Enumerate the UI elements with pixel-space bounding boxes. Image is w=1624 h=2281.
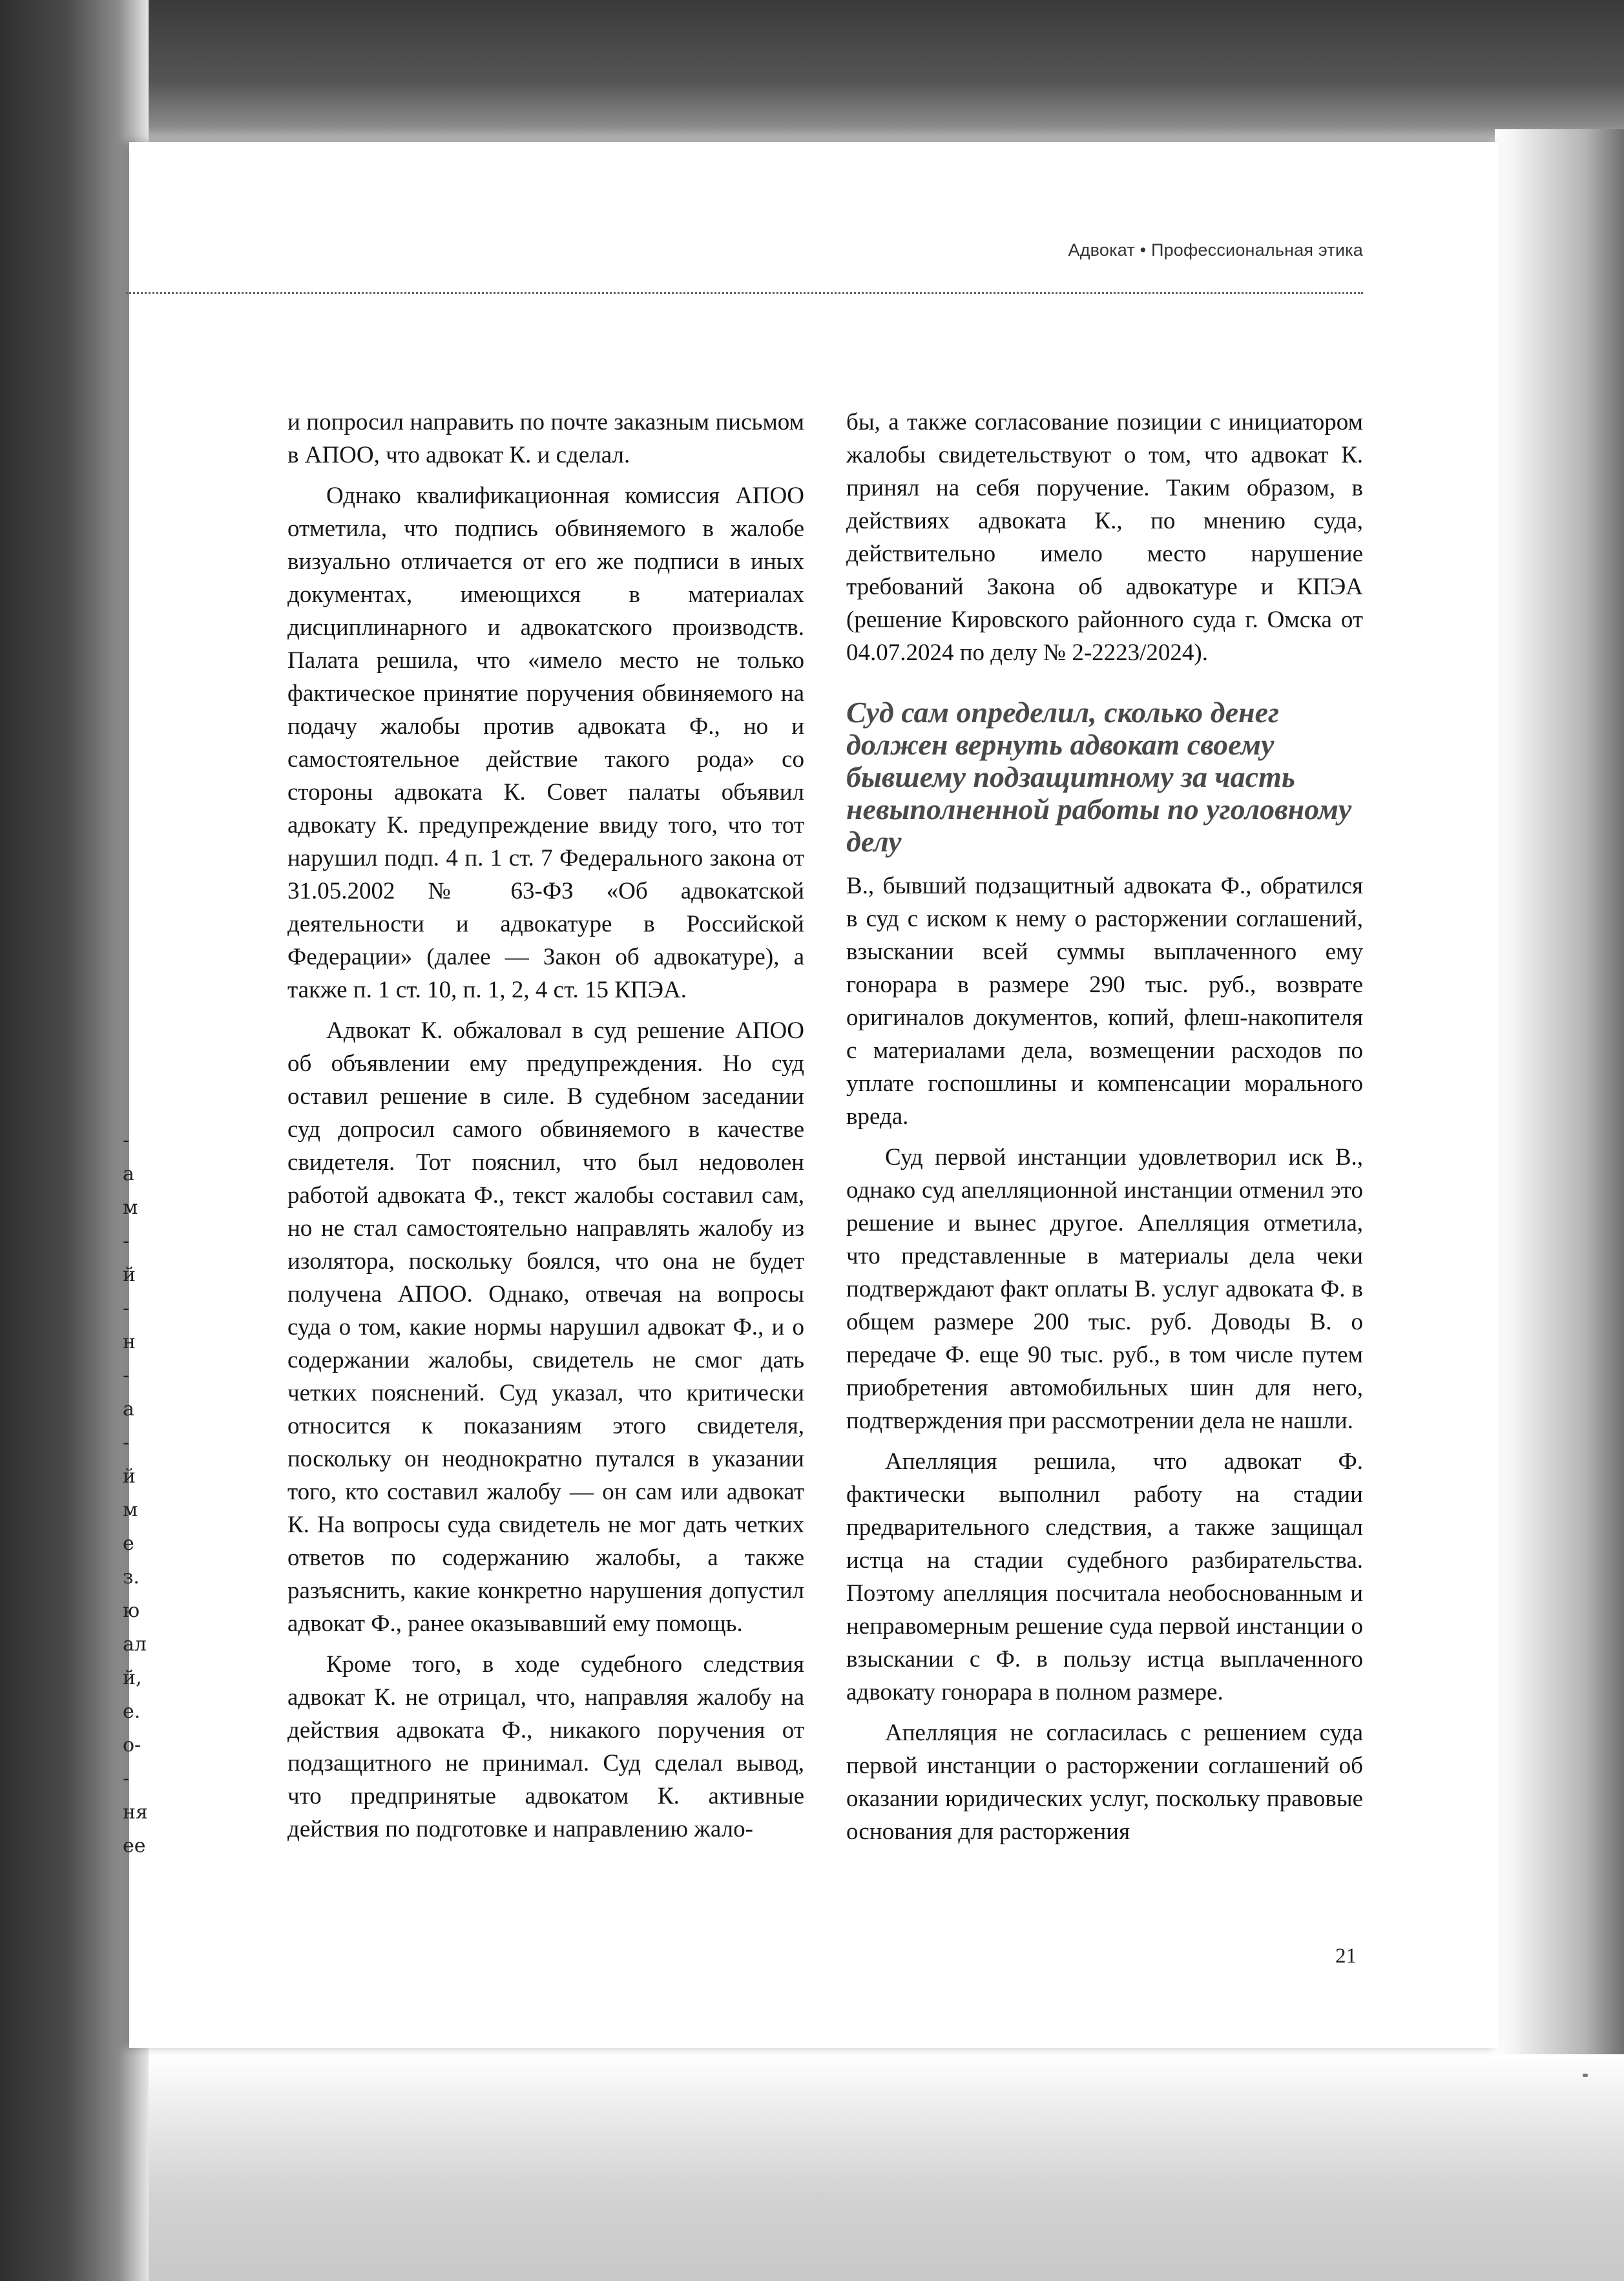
bleed-char: м [123,1196,138,1219]
bleed-char: - [123,1432,130,1454]
bleed-char: з. [123,1566,140,1588]
bleed-char: е. [123,1700,141,1723]
bleed-char: - [123,1129,130,1152]
paragraph: Апелляция не согласилась с решением суда первой инстанции о расторжении соглашений об оказании юридических услуг, поскольку правовые основания для расторжения [846,1720,1363,1845]
right-column [846,406,1363,1856]
bleed-char: о- [123,1734,141,1756]
bleed-char: - [123,1364,130,1387]
header-dotted-rule [126,292,1363,294]
bleed-char: - [123,1230,130,1253]
page-number: 21 [1335,1944,1357,1968]
bleed-char: ня [123,1801,148,1824]
bleed-char: н [123,1331,136,1353]
bleed-char: ал [123,1633,147,1656]
bleed-char: й, [123,1667,142,1689]
bleed-char: м [123,1499,138,1521]
paragraph: Суд первой инстанции удовлетворил иск В., однако суд апелляционной инстанции отменил это решение и вынес другое. Апелляция отметила, что представленные в материалы дела чеки подтверждают факт оплаты В. услуг адвоката Ф. в общем размере 200 тыс. руб. Доводы В. о передаче Ф. еще 90 тыс. руб., в том числе путем приобретения автомобильных шин для него, подтверждения при рассмотрении дела не нашли. [846,1144,1363,1434]
paragraph: и попросил направить по почте заказным письмом в АПОО, что адвокат К. и сделал. [287,409,804,468]
bleed-char: ее [123,1835,146,1857]
bleed-char: е [123,1532,134,1555]
bleed-char: й [123,1465,136,1488]
paragraph: Адвокат К. обжаловал в суд решение АПОО об объявлении ему предупреждения. Но суд оставил решение в силе. В судебном заседании суд допросил самого обвиняемого в качестве свидетеля. Тот пояснил, что был недоволен работой адвоката Ф., текст жалобы составил сам, но не стал самостоятельно направлять жалобу из изолятора, поскольку боялся, что она не будет получена АПОО. Однако, отвечая на вопросы суда о том, какие нормы нарушил адвокат Ф., и о содержании жалобы, свидетель не смог дать четких пояснений. Суд указал, что критически относится к показаниям этого свидетеля, поскольку он неоднократно путался в указании того, кто составил жалобу — он сам или адвокат К. На вопросы суда свидетель не мог дать четких ответов по содержанию жалобы, а также разъяснить, какие конкретно нарушения допустил адвокат Ф., ранее оказывавший ему помощь. [287,1017,804,1637]
bleed-char: й [123,1264,136,1286]
paragraph: Апелляция решила, что адвокат Ф. фактически выполнил работу на стадии предварительного следствия, а также защищал истца на стадии судебного разбирательства. Поэтому апелляция посчитала необоснованным и неправомерным решение суда первой инстанции о взыскании с Ф. в пользу истца выплаченного адвокату гонорара в полном размере. [846,1448,1363,1705]
bleed-char: - [123,1767,130,1790]
facing-page-bleed-text [123,1124,149,1863]
section-heading: Суд сам определил, сколько денег должен вернуть адвокат своему бывшему подзащитному за часть невыполненной работы по уголовному делу [846,696,1352,858]
bleed-char: ю [123,1599,140,1622]
bleed-char: - [123,1297,130,1320]
scan-shadow-top [0,0,1624,149]
scan-dust-speck [1583,2074,1588,2077]
bleed-char: а [123,1163,134,1185]
lead-paragraph: В., бывший подзащитный адвоката Ф., обратился в суд с иском к нему о расторжении соглашений, взыскании всей суммы выплаченного ему гонорара в размере 290 тыс. руб., возврате оригиналов документов, копий, флеш-накопителя с материалами дела, возмещении расходов по уплате госпошлины и компенсации морального вреда. [846,873,1363,1130]
paragraph: бы, а также согласование позиции с инициатором жалобы свидетельствуют о том, что адвокат К. принял на себя поручение. Таким образом, в действиях адвоката К., по мнению суда, действительно имело место нарушение требований Закона об адвокатуре и КПЭА (решение Кировского районного суда г. Омска от 04.07.2024 по делу № 2-2223/2024). [846,409,1363,666]
scan-shadow-bottom [0,2054,1624,2281]
paragraph: Кроме того, в ходе судебного следствия адвокат К. не отрицал, что, направляя жалобу на действия адвоката Ф., никакого поручения от подзащитного не принимал. Суд сделал вывод, что предпринятые адвокатом К. активные действия по подготовке и направлению жало- [287,1651,804,1842]
scan-shadow-right [1495,129,1624,2067]
running-header: Адвокат • Профессиональная этика [1068,240,1363,260]
bleed-char: а [123,1398,134,1421]
paragraph: Однако квалификационная комиссия АПОО отметила, что подпись обвиняемого в жалобе визуально отличается от его же подписи в иных документах, имеющихся в материалах дисциплинарного и адвокатского производств. Палата решила, что «имело место не только фактическое принятие поручения обвиняемого на подачу жалобы против адвоката Ф., но и самостоятельное действие такого рода» со стороны адвоката К. Совет палаты объявил адвокату К. предупреждение ввиду того, что тот нарушил подп. 4 п. 1 ст. 7 Федерального закона от 31.05.2002 № 63-ФЗ «Об адвокатской деятельности и адвокатуре в Российской Федерации» (далее — Закон об адвокатуре), а также п. 1 ст. 10, п. 1, 2, 4 ст. 15 КПЭА. [287,483,804,1003]
left-column [287,406,804,1853]
